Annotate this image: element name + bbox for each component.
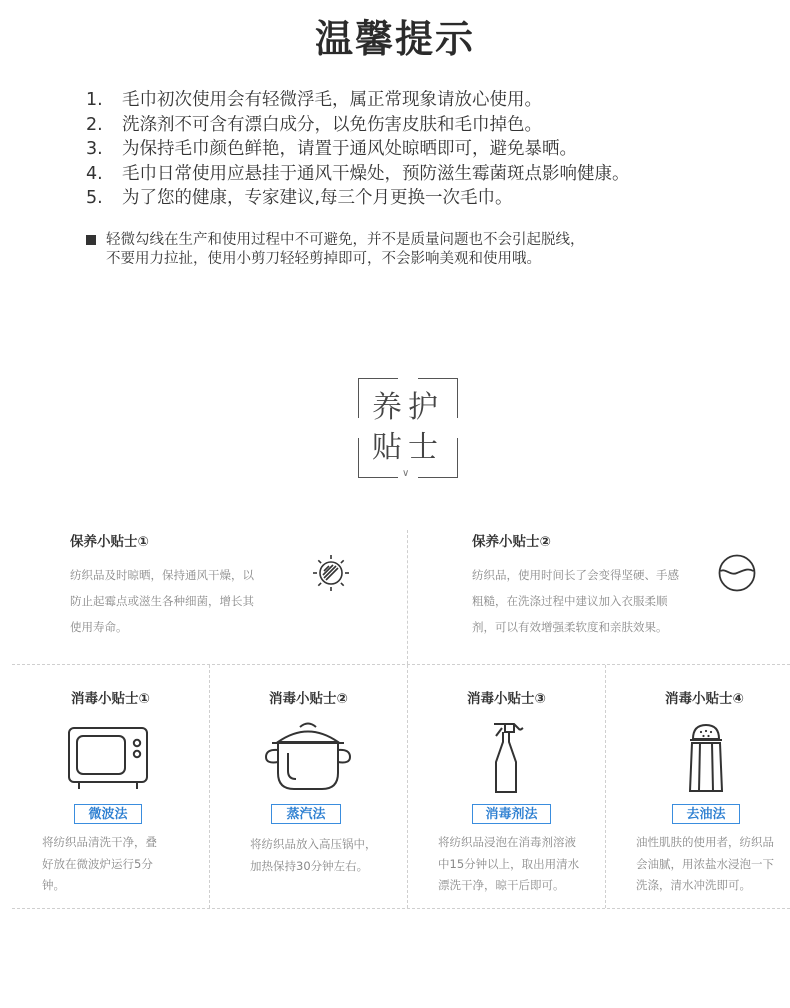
disinfect-tip-1 bbox=[12, 665, 209, 908]
microwave-icon bbox=[67, 726, 149, 792]
care-tip-title: 保养小贴士① bbox=[70, 534, 149, 550]
method-badge: 蒸汽法 bbox=[271, 804, 341, 824]
softener-icon bbox=[716, 552, 758, 594]
care-tip-1 bbox=[12, 530, 407, 664]
disinfect-tip-text: 将纺织品浸泡在消毒剂溶液 中15分钟以上，取出用清水 漂洗干净，晾干后即可。 bbox=[438, 835, 580, 892]
disinfect-tip-title: 消毒小贴士③ bbox=[467, 691, 546, 707]
disinfect-tip-title: 消毒小贴士① bbox=[71, 691, 150, 707]
salt-shaker-icon bbox=[686, 723, 726, 795]
snag-tip bbox=[86, 231, 585, 269]
pot-icon bbox=[258, 717, 358, 795]
sun-icon bbox=[308, 550, 354, 596]
seal-line-1: 养护 bbox=[372, 390, 444, 425]
page-title: 温馨提示 bbox=[314, 17, 475, 61]
care-tips-seal bbox=[358, 378, 458, 478]
care-tip-text: 纺织品及时晾晒，保持通风干燥，以 防止起霉点或滋生各种细菌，增长其 使用寿命。 bbox=[70, 568, 254, 634]
tip-line: 不要用力拉扯，使用小剪刀轻轻剪掉即可，不会影响美观和使用哦。 bbox=[106, 251, 541, 267]
notes-list bbox=[86, 88, 630, 211]
divider bbox=[12, 908, 790, 909]
method-badge: 微波法 bbox=[74, 804, 142, 824]
method-badge: 消毒剂法 bbox=[472, 804, 551, 824]
disinfect-tip-title: 消毒小贴士② bbox=[269, 691, 348, 707]
seal-mark: ∨ bbox=[402, 468, 410, 479]
tip-line: 轻微勾线在生产和使用过程中不可避免，并不是质量问题也不会引起脱线， bbox=[106, 232, 585, 248]
disinfect-tip-2 bbox=[210, 665, 407, 908]
disinfect-tip-text: 将纺织品放入高压锅中， 加热保持30分钟左右。 bbox=[250, 837, 377, 873]
disinfect-tip-text: 将纺织品清洗干净，叠 好放在微波炉运行5分 钟。 bbox=[42, 835, 157, 892]
care-tip-text: 纺织品，使用时间长了会变得坚硬、手感 粗糙，在洗涤过程中建议加入衣服柔顺 剂，可以有效增强柔软度和亲肤效果。 bbox=[472, 568, 679, 634]
disinfect-tip-4 bbox=[606, 665, 790, 908]
note-item: 1. 毛巾初次使用会有轻微浮毛，属正常现象请放心使用。 bbox=[86, 90, 542, 110]
note-item: 5. 为了您的健康，专家建议,每三个月更换一次毛巾。 bbox=[86, 188, 513, 208]
care-tip-2 bbox=[414, 530, 790, 664]
seal-line-2: 贴士 bbox=[372, 430, 444, 465]
disinfect-tip-title: 消毒小贴士④ bbox=[665, 691, 744, 707]
disinfect-tip-text: 油性肌肤的使用者，纺织品 会油腻，用浓盐水浸泡一下 洗涤，清水冲洗即可。 bbox=[636, 835, 774, 892]
disinfect-tip-3 bbox=[408, 665, 605, 908]
note-item: 2. 洗涤剂不可含有漂白成分，以免伤害皮肤和毛巾掉色。 bbox=[86, 114, 542, 135]
square-bullet-icon bbox=[86, 235, 96, 245]
note-item: 4. 毛巾日常使用应悬挂于通风干燥处，预防滋生霉菌斑点影响健康。 bbox=[86, 163, 630, 184]
divider bbox=[407, 530, 408, 664]
method-badge: 去油法 bbox=[672, 804, 740, 824]
note-item: 3. 为保持毛巾颜色鲜艳，请置于通风处晾晒即可，避免暴晒。 bbox=[86, 139, 577, 159]
care-tip-title: 保养小贴士② bbox=[472, 534, 551, 550]
spray-bottle-icon bbox=[490, 720, 528, 796]
